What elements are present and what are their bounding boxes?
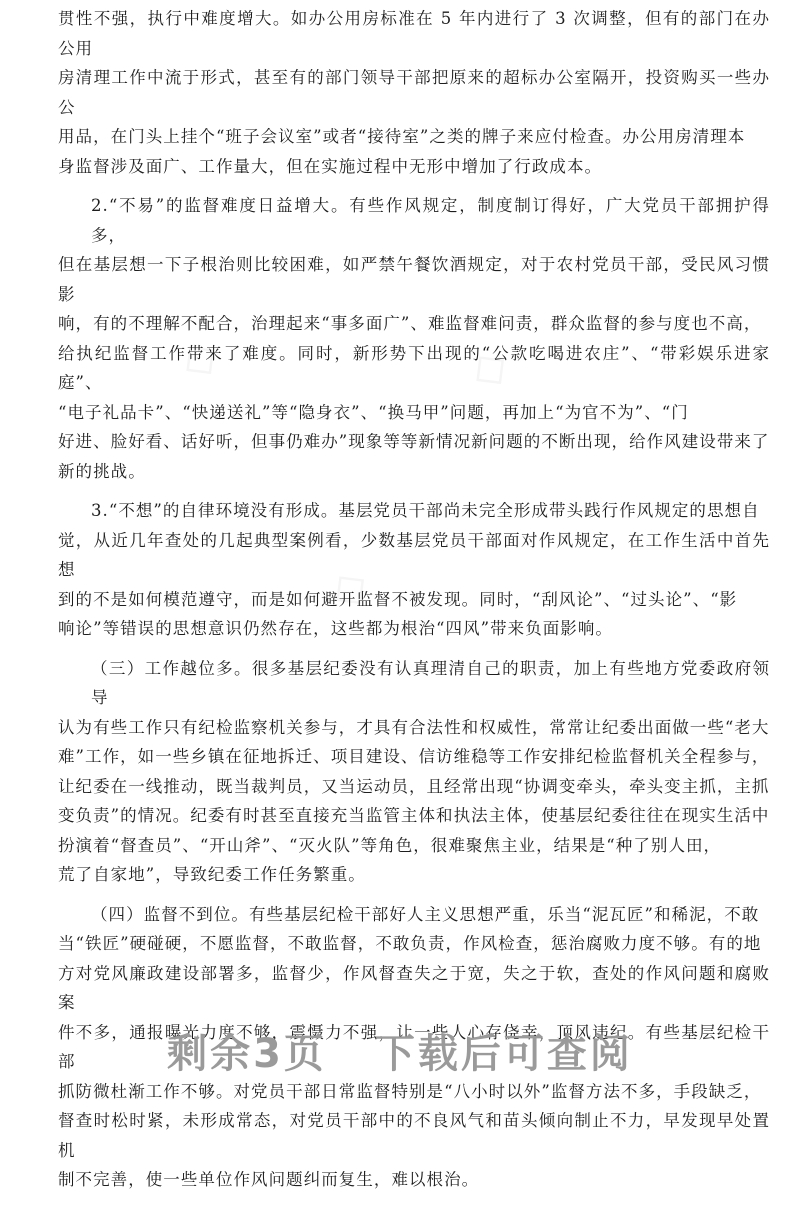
paragraph-3 <box>58 496 770 644</box>
text-line: “电子礼品卡”、“快递送礼”等“隐身衣”、“换马甲”问题，再加上“为官不为”、“门 <box>58 402 689 422</box>
text-line: （三）工作越位多。很多基层纪委没有认真理清自己的职责，加上有些地方党委政府领导 <box>91 658 770 707</box>
download-banner[interactable] <box>0 1022 800 1079</box>
text-line: 3.“不想”的自律环境没有形成。基层党员干部尚未完全形成带头践行作风规定的思想自 <box>91 501 760 520</box>
text-line: 变负责”的情况。纪委有时甚至直接充当监管主体和执法主体，使基层纪委往往在现实生活中 <box>58 806 770 825</box>
text-line: 身监督涉及面广、工作量大，但在实施过程中无形中增加了行政成本。 <box>58 156 603 176</box>
text-line: 但在基层想一下子根治则比较困难，如严禁午餐饮酒规定，对于农村党员干部，受民风习惯影 <box>58 255 770 304</box>
text-line: 让纪委在一线推动，既当裁判员，又当运动员，且经常出现“协调变牵头，牵头变主抓，主抓 <box>58 776 770 796</box>
text-line: 方对党风廉政建设部署多，监督少，作风督查失之于宽，失之于软，查处的作风问题和腐败案 <box>58 963 770 1012</box>
text-line: 认为有些工作只有纪检监察机关参与，才具有合法性和权威性，常常让纪委出面做一些“老大 <box>58 717 770 737</box>
text-line: 件不多，通报曝光力度不够，震慑力不强，让一些人心存侥幸，顶风违纪。有些基层纪检干部 <box>58 1022 770 1071</box>
text-line: 贯性不强，执行中难度增大。如办公用房标准在 5 年内进行了 3 次调整，但有的部门在办公用 <box>58 9 770 58</box>
download-hint-label: 下载后可查阅 <box>374 1031 633 1077</box>
text-line: 新的挑战。 <box>58 461 146 481</box>
text-line: 房清理工作中流于形式，甚至有的部门领导干部把原来的超标办公室隔开，投资购买一些办公 <box>58 68 770 117</box>
text-line: 用品，在门头上挂个“班子会议室”或者“接待室”之类的牌子来应付检查。办公用房清理本 <box>58 127 746 146</box>
text-line: 难”工作，如一些乡镇在征地拆迁、项目建设、信访维稳等工作安排纪检监督机关全程参与， <box>58 747 770 766</box>
text-line: 扮演着“督查员”、“开山斧”、“灭火队”等角色，很难聚焦主业，结果是“种了别人田， <box>58 835 722 855</box>
paragraph-1 <box>58 4 770 181</box>
text-line: 觉，从近几年查处的几起典型案例看，少数基层党员干部面对作风规定，在工作生活中首先想 <box>58 530 770 579</box>
text-line: 抓防微杜渐工作不够。对党员干部日常监督特别是“八小时以外”监督方法不多，手段缺乏， <box>58 1081 762 1101</box>
watermark: ◇ <box>167 324 229 390</box>
text-line: 荒了自家地”，导致纪委工作任务繁重。 <box>58 865 366 884</box>
text-line: 2.“不易”的监督难度日益增大。有些作风规定，制度制订得好，广大党员干部拥护得多， <box>91 196 770 245</box>
text-line: 响论”等错误的思想意识仍然存在，这些都为根治“四风”带来负面影响。 <box>58 619 613 638</box>
text-line: （四）监督不到位。有些基层纪检干部好人主义思想严重，乐当“泥瓦匠”和稀泥，不敢 <box>91 904 760 924</box>
text-line: 给执纪监督工作带来了难度。同时，新形势下出现的“公款吃喝进农庄”、“带彩娱乐进家庭”、 <box>58 343 770 392</box>
text-line: 好进、脸好看、话好听，但事仍难办”现象等等新情况新问题的不断出现，给作风建设带来了 <box>58 432 770 451</box>
watermark: ◇ <box>317 554 379 620</box>
watermark: ◇ <box>457 334 519 400</box>
text-line: 到的不是如何模范遵守，而是如何避开监督不被发现。同时，“刮风论”、“过头论”、“影 <box>58 589 738 609</box>
text-line: 当“铁匠”硬碰硬，不愿监督，不敢监督，不敢负责，作风检查，惩治腐败力度不够。有的地 <box>58 934 762 953</box>
remaining-pages-label: 剩余3页 <box>167 1031 327 1077</box>
text-line: 响，有的不理解不配合，治理起来“事多面广”、难监督难问责，群众监督的参与度也不高， <box>58 314 762 333</box>
text-line: 督查时松时紧，未形成常态，对党员干部中的不良风气和苗头倾向制止不力，早发现早处置机 <box>58 1111 770 1160</box>
text-line: 制不完善，使一些单位作风问题纠而复生，难以根治。 <box>58 1170 480 1189</box>
paragraph-2 <box>58 191 770 486</box>
paragraph-4 <box>58 654 770 890</box>
